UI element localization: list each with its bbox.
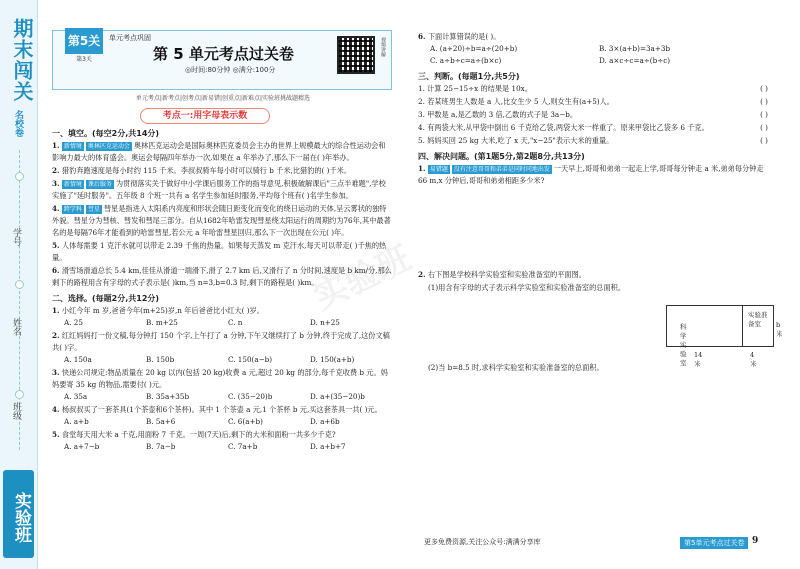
choice-options: A. (a+20)÷b=a÷(20+b) B. 3×(a+b)=3a+3b [430,44,671,53]
left-column [52,30,392,453]
fill-question: 1. 新情境 奥林匹克运动会 奥林匹克运动会是国际奥林匹克委员会主办的世界上规模最大的综合性运动会和影响力最大的体育盛会。奥运会每隔四年举办一次,如果在 a 年举办了,那么下一届在( )年举办。 [52,141,386,162]
judge-item: 4. 有两袋大米,从甲袋中倒出 6 千克给乙袋,两袋大米一样重了。原来甲袋比乙袋多 6 千克。 ( ) [418,123,768,132]
paper-meta: ◎时间:80分钟 ◎满分:100分 [185,66,276,74]
cut-dot [15,390,24,399]
choice-options: A. 150a B. 150b C. 150(a−b) D. 150(a+b) [64,355,355,364]
choice-question: 6. 下面计算错误的是( )。 [418,32,501,41]
section-judge-title: 三、判断。(每题1分,共5分) [418,72,520,81]
header-footer: 单元考点|新考点|创考点|新易错|创重点|新难点|实验班挑战题精选 [135,95,311,102]
fill-question: 3. 新情境 课后服务 为贯彻落实关于做好中小学课后服务工作的指导意见,积极破解课后"三点半难题",学校实施了"延时服务"。五年级 8 个班一共有 a 名学生参加延时服务,平均每个班有( )名学生参加。 [52,179,386,200]
choice-question: 3. 快递公司规定:物品质量在 20 kg 以内(包括 20 kg)收费 a 元,超过 20 kg 的部分,每千克收费 b 元。妈妈要寄 35 kg 的物品,需要付( )元。 [52,368,388,389]
topic-label: 考点一:用字母表示数 [140,108,270,124]
qr-label: 视频讲解 [380,37,386,57]
fill-question: 4. 跨学科 彗星 彗星是指进入太阳系内亮度和形状会随日距变化而变化的绕日运动的天体,呈云雾状的独特外貌。彗星分为彗核、彗发和彗尾三部分。自从1682年哈雷发现彗星绕太阳运行的周期约为76年,其中最著名的是每隔76年才能看到的哈雷彗星,若公元 a 年哈雷彗星回归,那么下一次出现在公元( )年。 [52,204,391,237]
section-solve-title: 四、解决问题。(第1题5分,第2题8分,共13分) [418,152,585,161]
choice-options: A. a+b B. 5a+6 C. 6(a+b) D. a+6b [64,417,340,426]
choice-options: A. a+7−b B. 7a−b C. 7a+b D. a+b+7 [64,442,346,451]
field-student-id: 学号 [11,228,21,246]
level-sub: 第3关 [76,56,92,63]
solve-question: 2. 右下图是学校科学实验室和实验准备室的平面图。 [418,270,586,279]
watermark: 实验班 [307,237,418,318]
right-column [418,30,783,374]
solve-question: 1. 易错题 没有注意哥哥和弟弟是同时同地出发 一天早上,哥哥和弟弟一起走上学,哥哥每分钟走 a 米,弟弟每分钟走 66 m,x 分钟后,哥哥和弟弟相距多少米? [418,164,764,185]
sidebar-title: 期末闯关 [10,18,34,102]
fill-question: 5. 人体每需要 1 克汗水就可以带走 2.39 千焦的热量。如果每天蒸发 m 克汗水,每天可以带走( )千焦的热量。 [52,241,387,262]
sidebar-subtitle: 名校卷 [13,110,23,137]
choice-options: C. a÷b÷c=a÷(b×c) D. a×c÷c=a÷(b÷c) [430,56,671,65]
solve-subquestion: (1)用含有字母的式子表示科学实验室和实验准备室的总面积。 [428,283,626,292]
judge-item: 2. 若某班男生人数是 a 人,比女生少 5 人,则女生有(a+5)人。 ( ) [418,97,768,106]
choice-options: A. 25 B. m+25 C. n D. n+25 [64,318,340,327]
cut-dot [15,172,24,181]
section-choice-title: 二、选择。(每题2分,共12分) [52,294,160,303]
width2-label: 4米 [750,351,757,368]
sidebar [0,0,38,569]
paper-title: 第 5 单元考点过关卷 [153,45,294,63]
choice-question: 5. 食堂每天用大米 a 千克,用面粉 7 千克。一周(7天)后,剩下的大米和面粉一共多少千克? [52,430,336,439]
fill-question: 2. 猎豹奔跑速度是每小时约 115 千米。李叔叔骑车每小时可以骑行 b 千米,比猎豹的( )千米。 [52,166,352,175]
width1-label: 14米 [694,351,703,368]
choice-question: 1. 小红今年 m 岁,爸爸今年(m+25)岁,n 年后爸爸比小红大( )岁。 [52,306,264,315]
judge-item: 1. 计算 25−15÷x 的结果是 10x。 ( ) [418,84,768,93]
choice-question: 4. 杨叔叔买了一套茶具(1个茶壶和6个茶杯)。其中 1 个茶壶 a 元,1 个茶杯 b 元,买这套茶具一共( )元。 [52,405,382,414]
header-tag: 单元考点巩固 [109,34,151,42]
room-prep-label: 实验准备室 [748,311,768,328]
judge-item: 3. 甲数是 a,是乙数的 3 倍,乙数的式子是 3a−b。 ( ) [418,110,768,119]
judge-item: 5. 妈妈买回 25 kg 大米,吃了 x 天,"x−25"表示大米的重量。 ( ) [418,136,768,145]
floor-plan-divider [742,305,743,347]
solve-subquestion: (2)当 b=8.5 时,求科学实验室和实验准备室的总面积。 [428,363,604,372]
footer-note: 更多免费资源,关注公众号:满满分享库 [424,538,541,546]
brand-logo: 实验班 [3,470,34,558]
level-badge: 第5关 [65,28,103,54]
choice-question: 2. 红红妈妈打一份文稿,每分钟打 150 个字,上午打了 a 分钟,下午又继续打了 b 分钟,终于完成了,这份文稿共( )字。 [52,331,390,352]
qr-code[interactable] [337,36,375,74]
room-lab-label: 科学实验室 [680,323,687,367]
fill-question: 6. 滑雪场滑道总长 5.4 km,佳佳从滑道一端滑下,滑了 2.7 km 后,又滑行了 n 分时间,速度是 b km/分,那么剩下的路程用含有字母的式子表示是( )km,当 n=3,b=0.3 时,剩下的路程是( )km。 [52,266,392,287]
cut-dot [15,280,24,289]
section-fill-title: 一、填空。(每空2分,共14分) [52,129,160,138]
page-number: 9 [752,536,759,546]
field-name: 姓名 [11,318,21,336]
choice-options: A. 35a B. 35a+35b C. (35−20)b D. a+(35−20)b [64,392,365,401]
field-class: 班级 [11,402,21,420]
height-label: b米 [776,321,783,338]
footer-tag: 第5单元考点过关卷 [680,537,748,549]
paper-header [52,30,392,102]
